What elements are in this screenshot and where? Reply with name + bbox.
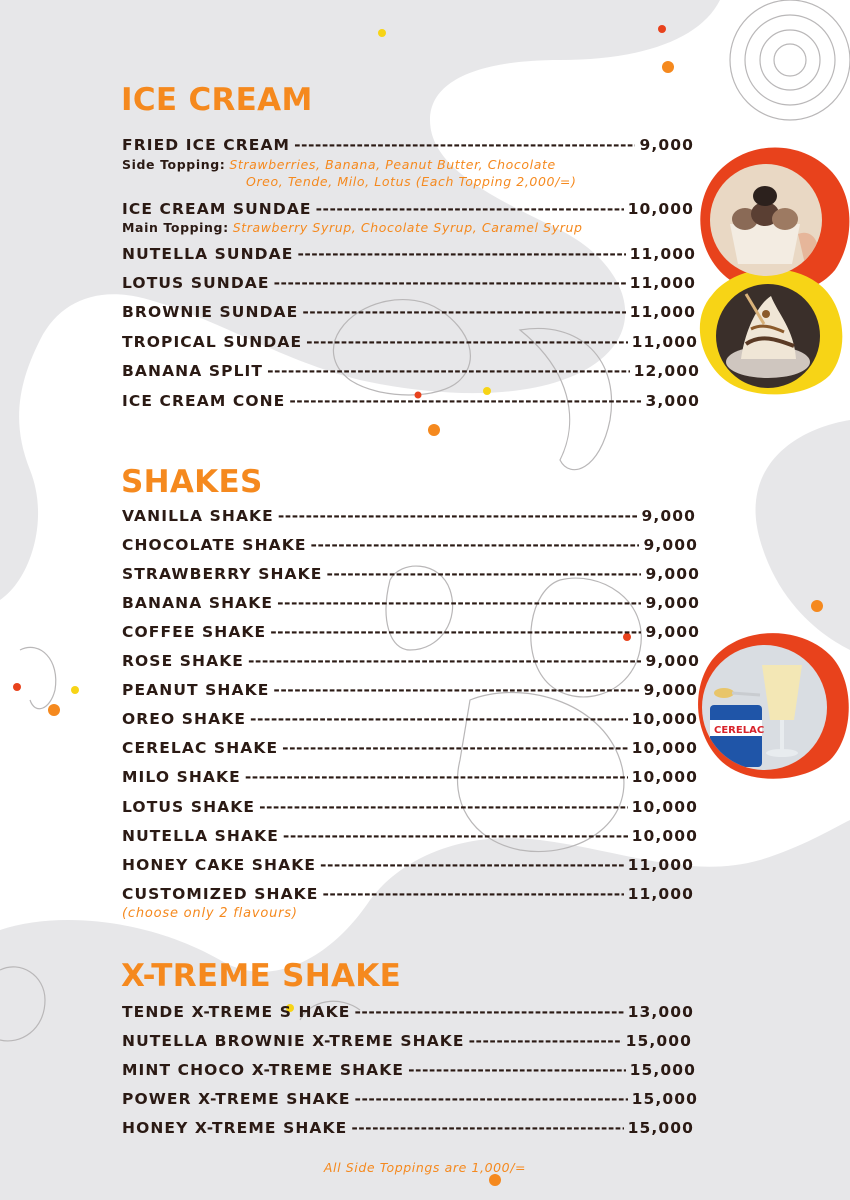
dot-leader (316, 200, 624, 218)
dot-leader (326, 565, 641, 583)
dot-leader (282, 739, 627, 757)
dot-leader (277, 594, 641, 612)
item-name: FRIED ICE CREAM (122, 136, 291, 154)
menu-row-tropical-sundae (122, 333, 698, 355)
item-price: 15,000 (627, 1119, 694, 1137)
item-name: LOTUS SUNDAE (122, 274, 270, 292)
dot-leader (245, 768, 628, 786)
dot-leader (469, 1032, 622, 1050)
item-price: 11,000 (631, 333, 698, 351)
item-price: 11,000 (629, 274, 696, 292)
menu-row-milo-shake (122, 768, 698, 790)
item-price: 12,000 (633, 362, 700, 380)
item-name: ICE CREAM SUNDAE (122, 200, 312, 218)
menu-row-lotus-sundae (122, 274, 696, 296)
item-name: CUSTOMIZED SHAKE (122, 885, 319, 903)
menu-row-lotus-shake (122, 798, 698, 820)
item-price: 10,000 (631, 739, 698, 757)
item-name: PEANUT SHAKE (122, 681, 270, 699)
item-price: 10,000 (627, 200, 694, 218)
side-topping-text-2: Oreo, Tende, Milo, Lotus (Each Topping 2,000/=) (246, 174, 577, 189)
item-price: 9,000 (645, 652, 700, 670)
item-price: 9,000 (641, 507, 696, 525)
footer-note: All Side Toppings are 1,000/= (323, 1160, 527, 1175)
item-name: BROWNIE SUNDAE (122, 303, 299, 321)
item-name: BANANA SPLIT (122, 362, 264, 380)
dot-leader (289, 392, 641, 410)
main-topping-text: Strawberry Syrup, Chocolate Syrup, Caramel Syrup (232, 220, 583, 235)
menu-row-brownie-sundae (122, 303, 696, 325)
customized-shake-note: (choose only 2 flavours) (122, 906, 298, 921)
menu-row-ice-cream-cone (122, 392, 700, 414)
section-title-shakes: SHAKES (121, 464, 263, 500)
dot-leader (278, 507, 638, 525)
item-name: CERELAC SHAKE (122, 739, 279, 757)
dot-leader (294, 136, 635, 154)
item-name: BANANA SHAKE (122, 594, 274, 612)
dot-leader (270, 623, 641, 641)
item-price: 9,000 (645, 594, 700, 612)
item-name: STRAWBERRY SHAKE (122, 565, 323, 583)
menu-row-banana-split (122, 362, 700, 384)
item-price: 15,000 (625, 1032, 692, 1050)
dot-leader (351, 1119, 623, 1137)
dot-leader (267, 362, 629, 380)
menu-row-honey-cake-shake (122, 856, 694, 878)
dot-leader (250, 710, 628, 728)
menu-row-mint-choco-xtreme-shake (122, 1061, 696, 1083)
item-name: TENDE X-TREME S HAKE (122, 1003, 351, 1021)
item-name: TROPICAL SUNDAE (122, 333, 303, 351)
dot-leader (297, 245, 625, 263)
menu-row-customized-shake (122, 885, 694, 907)
dot-leader (306, 333, 627, 351)
side-topping-note (122, 156, 556, 173)
item-name: NUTELLA SHAKE (122, 827, 279, 845)
item-name: NUTELLA BROWNIE X-TREME SHAKE (122, 1032, 465, 1050)
item-price: 15,000 (631, 1090, 698, 1108)
brownie-sundae-photo (716, 284, 820, 388)
item-name: LOTUS SHAKE (122, 798, 256, 816)
menu-row-oreo-shake (122, 710, 698, 732)
menu-row-chocolate-shake (122, 536, 698, 558)
item-price: 10,000 (631, 710, 698, 728)
dot-leader (320, 856, 624, 874)
item-name: OREO SHAKE (122, 710, 247, 728)
item-price: 9,000 (645, 623, 700, 641)
item-name: COFFEE SHAKE (122, 623, 267, 641)
item-price: 9,000 (639, 136, 694, 154)
item-name: MILO SHAKE (122, 768, 241, 786)
side-topping-label: Side Topping: (122, 157, 226, 172)
item-price: 10,000 (631, 768, 698, 786)
cerelac-label: CERELAC (714, 725, 765, 736)
dot-leader (302, 303, 625, 321)
menu-row-nutella-shake (122, 827, 698, 849)
main-topping-note (122, 219, 583, 236)
item-price: 10,000 (631, 798, 698, 816)
item-price: 9,000 (643, 681, 698, 699)
item-price: 11,000 (629, 303, 696, 321)
item-price: 11,000 (627, 885, 694, 903)
menu-row-honey-xtreme-shake (122, 1119, 694, 1141)
menu-row-nutella-sundae (122, 245, 696, 267)
section-title-xtreme-shake: X-TREME SHAKE (121, 958, 402, 994)
item-price: 11,000 (627, 856, 694, 874)
dot-leader (273, 681, 639, 699)
item-price: 10,000 (631, 827, 698, 845)
item-name: HONEY CAKE SHAKE (122, 856, 317, 874)
dot-leader (323, 885, 624, 903)
item-price: 11,000 (629, 245, 696, 263)
menu-row-vanilla-shake (122, 507, 696, 529)
cerelac-shake-photo (702, 645, 827, 770)
menu-row-tende-xtreme-shake (122, 1003, 694, 1025)
item-name: CHOCOLATE SHAKE (122, 536, 307, 554)
menu-row-cerelac-shake (122, 739, 698, 761)
dot-leader (355, 1090, 628, 1108)
item-price: 13,000 (627, 1003, 694, 1021)
dot-leader (283, 827, 628, 845)
menu-row-banana-shake (122, 594, 700, 616)
item-name: VANILLA SHAKE (122, 507, 274, 525)
item-price: 9,000 (645, 565, 700, 583)
right-blob (756, 420, 850, 650)
fried-ice-cream-photo (710, 164, 822, 276)
menu-row-peanut-shake (122, 681, 698, 703)
menu-row-coffee-shake (122, 623, 700, 645)
item-name: POWER X-TREME SHAKE (122, 1090, 351, 1108)
item-name: HONEY X-TREME SHAKE (122, 1119, 348, 1137)
dot-leader (274, 274, 626, 292)
main-topping-label: Main Topping: (122, 220, 229, 235)
item-price: 3,000 (645, 392, 700, 410)
item-price: 9,000 (643, 536, 698, 554)
dot-leader (259, 798, 628, 816)
menu-row-strawberry-shake (122, 565, 700, 587)
side-topping-text: Strawberries, Banana, Peanut Butter, Chocolate (229, 157, 556, 172)
item-name: ROSE SHAKE (122, 652, 244, 670)
dot-leader (248, 652, 641, 670)
dot-leader (408, 1061, 625, 1079)
menu-row-nutella-brownie-xtreme-shake (122, 1032, 692, 1054)
menu-row-rose-shake (122, 652, 700, 674)
item-price: 15,000 (629, 1061, 696, 1079)
menu-row-power-xtreme-shake (122, 1090, 698, 1112)
section-title-ice-cream: ICE CREAM (121, 82, 313, 118)
item-name: ICE CREAM CONE (122, 392, 286, 410)
menu-row-fried-ice-cream (122, 136, 694, 158)
item-name: NUTELLA SUNDAE (122, 245, 294, 263)
item-name: MINT CHOCO X-TREME SHAKE (122, 1061, 405, 1079)
dot-leader (354, 1003, 623, 1021)
dot-leader (311, 536, 640, 554)
